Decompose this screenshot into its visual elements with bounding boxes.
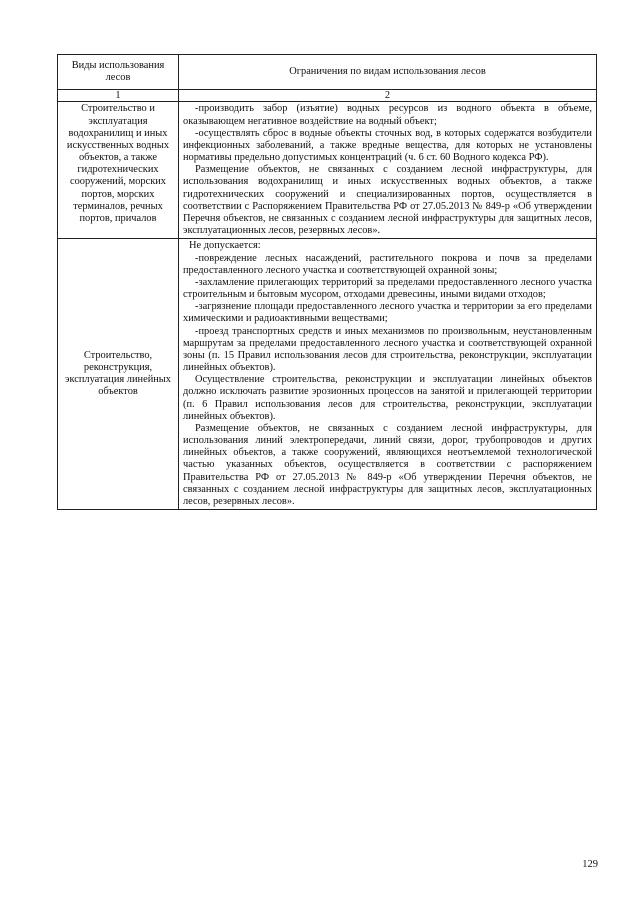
column-numbering-row [58, 90, 597, 102]
restriction-paragraph: -захламление прилегающих территорий за пределами предоставленного лесного участка строительным и бытовым мусором, отходами древесины, иными видами отходов; [183, 276, 592, 301]
table-row [58, 239, 597, 510]
restrictions-table [57, 54, 597, 510]
restriction-paragraph: -повреждение лесных насаждений, растительного покрова и почв за пределами предоставленного лесного участка и соответствующей охранной зоны; [183, 252, 592, 276]
table-header-row [58, 55, 597, 90]
restriction-paragraph: -производить забор (изъятие) водных ресурсов из водного объекта в объеме, оказывающем негативное воздействие на водный объект; [183, 103, 592, 127]
restriction-paragraph: Осуществление строительства, реконструкции и эксплуатации линейных объектов должно исключать развитие эрозионных процессов на занятой и прилегающей территории (п. 6 Правил использования лесов для строительства, реконструкции, эксплуатации линейных объектов). [183, 374, 592, 422]
restriction-lead: Не допускается: [189, 240, 261, 252]
restriction-paragraph: Размещение объектов, не связанных с созданием лесной инфраструктуры, для использования линий электропередачи, линий связи, дорог, трубопроводов и других линейных объектов, а также сооружений, являющихся неотъемлемой технологической частью указанных объектов, осуществляется в соответствии с распоряжением Правительства РФ от 27.05.2013 № 849-р «Об утверждении Перечня объектов, не связанных с созданием лесной инфраструктуры для защитных лесов, эксплуатационных лесов, резервных лесов». [183, 422, 592, 507]
restriction-paragraph: -проезд транспортных средств и иных механизмов по произвольным, неустановленным маршрутам за пределами предоставленного лесного участка и соответствующей охранной зоны (п. 15 Правил использования лесов для строительства, реконструкции, эксплуатации линейных объектов). [183, 325, 592, 374]
column-number-1: 1 [58, 90, 179, 102]
restriction-paragraph: Размещение объектов, не связанных с созданием лесной инфраструктуры, для использования водохранилищ и иных искусственных водных объектов, а также гидротехнических сооружений и специализированных портов, осуществляется в соответствии с Распоряжением Правительства РФ от 27.05.2013 № 849-р «Об утверждении Перечня объектов, не связанных с созданием лесной инфраструктуры для защитных лесов, эксплуатационных лесов, резервных лесов». [183, 164, 592, 237]
restriction-cell [179, 239, 597, 510]
restriction-paragraph: -загрязнение площади предоставленного лесного участка и территории за его пределами химическими и радиоактивными веществами; [183, 301, 592, 325]
forest-use-type-cell: Строительство, реконструкция, эксплуатация линейных объектов [58, 239, 179, 510]
header-forest-use-types: Виды использования лесов [58, 55, 179, 90]
header-restrictions: Ограничения по видам использования лесов [179, 55, 597, 90]
forest-use-type-cell: Строительство и эксплуатация водохранилищ и иных искусственных водных объектов, а также гидротехнических сооружений, морских портов, морских терминалов, речных портов, причалов [58, 102, 179, 239]
column-number-2: 2 [179, 90, 597, 102]
restriction-cell [179, 102, 597, 239]
page-number: 129 [582, 859, 598, 870]
table-row [58, 102, 597, 239]
restriction-paragraph: -осуществлять сброс в водные объекты сточных вод, в которых содержатся возбудители инфекционных заболеваний, а также вредные вещества, для которых не установлены нормативы предельно допустимых концентраций (ч. 6 ст. 60 Водного кодекса РФ). [183, 127, 592, 164]
